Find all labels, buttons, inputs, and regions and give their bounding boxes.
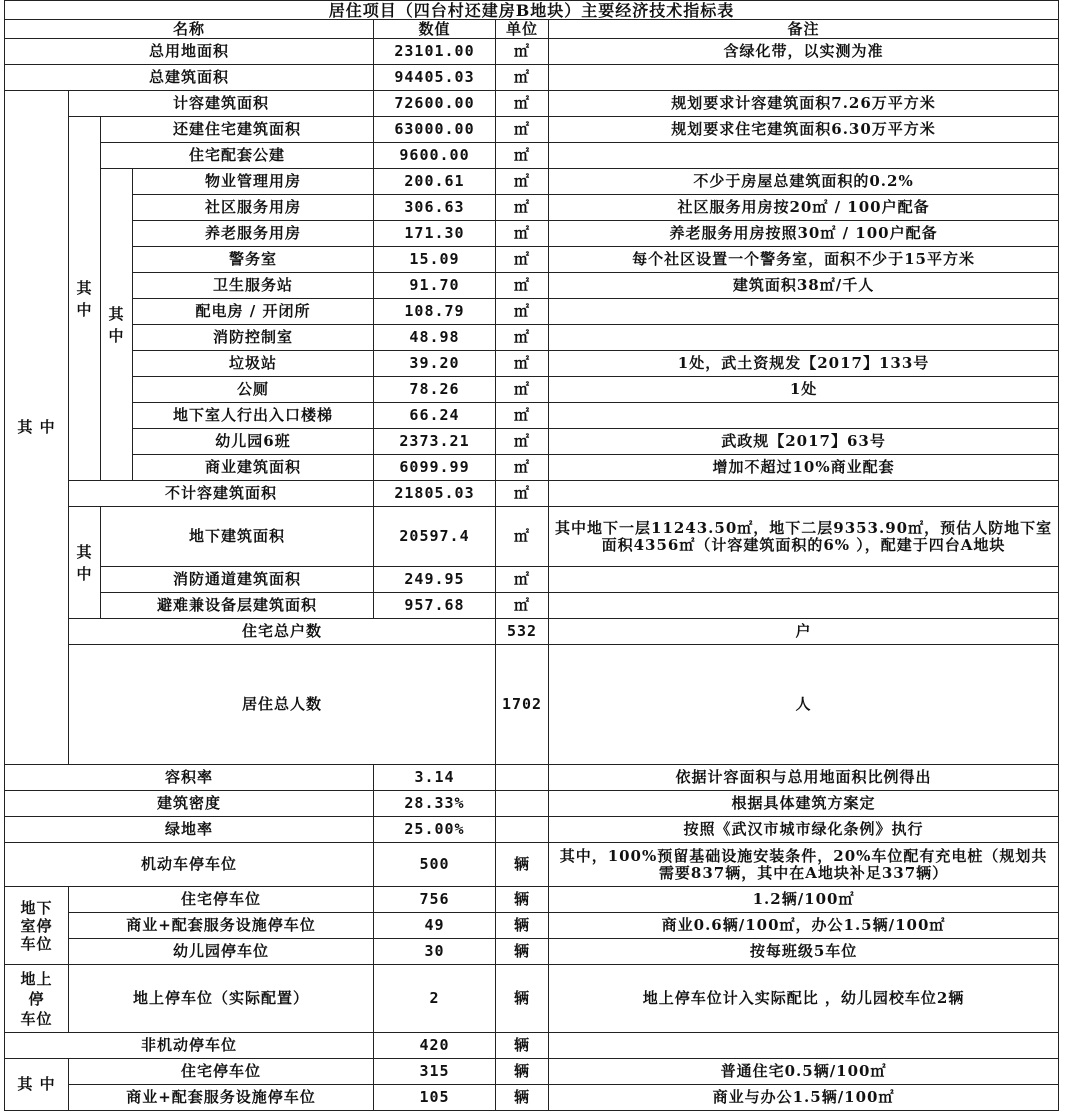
row-value: 72600.00 <box>374 91 496 117</box>
row-unit: ㎡ <box>496 299 549 325</box>
row-value: 2373.21 <box>374 429 496 455</box>
row-unit <box>496 791 549 817</box>
row-name: 地下室人行出入口楼梯 <box>133 403 374 429</box>
row-value: 108.79 <box>374 299 496 325</box>
row-value: 957.68 <box>374 593 496 619</box>
title-row <box>5 1 1059 20</box>
row-name: 总用地面积 <box>5 39 374 65</box>
table-row <box>5 221 1059 247</box>
row-name: 商业+配套服务设施停车位 <box>69 913 374 939</box>
row-unit: ㎡ <box>496 455 549 481</box>
row-note <box>549 65 1059 91</box>
row-name: 避难兼设备层建筑面积 <box>101 593 374 619</box>
row-note: 1.2辆/100㎡ <box>549 887 1059 913</box>
table-row <box>5 593 1059 619</box>
table-row <box>5 143 1059 169</box>
row-name: 不计容建筑面积 <box>69 481 374 507</box>
row-note: 按每班级5车位 <box>549 939 1059 965</box>
table-row <box>5 351 1059 377</box>
row-unit: ㎡ <box>496 65 549 91</box>
row-unit: ㎡ <box>496 507 549 567</box>
table-row <box>5 195 1059 221</box>
row-value: 171.30 <box>374 221 496 247</box>
row-name: 非机动停车位 <box>5 1033 374 1059</box>
row-value: 420 <box>374 1033 496 1059</box>
row-name: 建筑密度 <box>5 791 374 817</box>
row-name: 住宅配套公建 <box>101 143 374 169</box>
row-note: 根据具体建筑方案定 <box>549 791 1059 817</box>
group-label-qizhong-buji: 其 中 <box>69 507 101 619</box>
row-value: 66.24 <box>374 403 496 429</box>
row-name: 绿地率 <box>5 817 374 843</box>
table-row <box>5 273 1059 299</box>
table-row <box>5 817 1059 843</box>
row-value: 306.63 <box>374 195 496 221</box>
row-note <box>549 143 1059 169</box>
row-name: 住宅总户数 <box>69 619 496 645</box>
row-value: 63000.00 <box>374 117 496 143</box>
group-label-dishang: 地上 停 车位 <box>5 965 69 1033</box>
row-name: 总建筑面积 <box>5 65 374 91</box>
table-row <box>5 965 1059 1033</box>
row-unit: ㎡ <box>496 325 549 351</box>
table-row <box>5 1033 1059 1059</box>
row-value: 78.26 <box>374 377 496 403</box>
row-name: 住宅停车位 <box>69 887 374 913</box>
row-unit: ㎡ <box>496 221 549 247</box>
table-row <box>5 247 1059 273</box>
table-row <box>5 619 1059 645</box>
row-unit: 辆 <box>496 887 549 913</box>
row-note: 1处，武土资规发【2017】133号 <box>549 351 1059 377</box>
row-note <box>549 325 1059 351</box>
row-value: 23101.00 <box>374 39 496 65</box>
row-name: 容积率 <box>5 765 374 791</box>
table-row <box>5 887 1059 913</box>
row-name: 垃圾站 <box>133 351 374 377</box>
row-value: 2 <box>374 965 496 1033</box>
row-note: 规划要求计容建筑面积7.26万平方米 <box>549 91 1059 117</box>
row-unit: 户 <box>549 619 1059 645</box>
table-row <box>5 403 1059 429</box>
row-note: 增加不超过10%商业配套 <box>549 455 1059 481</box>
header-value: 数值 <box>374 20 496 39</box>
row-value: 20597.4 <box>374 507 496 567</box>
row-name: 消防控制室 <box>133 325 374 351</box>
row-value: 49 <box>374 913 496 939</box>
row-value: 500 <box>374 843 496 887</box>
row-note <box>549 481 1059 507</box>
row-unit: 辆 <box>496 965 549 1033</box>
table-row <box>5 765 1059 791</box>
row-note <box>549 593 1059 619</box>
row-name: 卫生服务站 <box>133 273 374 299</box>
table-row <box>5 169 1059 195</box>
table-row <box>5 299 1059 325</box>
row-value: 91.70 <box>374 273 496 299</box>
row-value: 6099.99 <box>374 455 496 481</box>
row-name: 地下建筑面积 <box>101 507 374 567</box>
row-unit: ㎡ <box>496 351 549 377</box>
row-name: 商业+配套服务设施停车位 <box>69 1085 374 1111</box>
header-name: 名称 <box>5 20 374 39</box>
row-unit: 辆 <box>496 1059 549 1085</box>
row-name: 配电房 / 开闭所 <box>133 299 374 325</box>
row-name: 警务室 <box>133 247 374 273</box>
row-unit: ㎡ <box>496 39 549 65</box>
row-name: 公厕 <box>133 377 374 403</box>
row-value: 756 <box>374 887 496 913</box>
row-unit: ㎡ <box>496 273 549 299</box>
row-note <box>549 403 1059 429</box>
table-row <box>5 117 1059 143</box>
row-unit: ㎡ <box>496 429 549 455</box>
row-name: 社区服务用房 <box>133 195 374 221</box>
row-value: 200.61 <box>374 169 496 195</box>
indicator-table-container <box>4 0 1058 1111</box>
row-name: 机动车停车位 <box>5 843 374 887</box>
row-note: 每个社区设置一个警务室，面积不少于15平方米 <box>549 247 1059 273</box>
row-value: 9600.00 <box>374 143 496 169</box>
row-name: 幼儿园停车位 <box>69 939 374 965</box>
row-name: 居住总人数 <box>69 645 496 765</box>
row-unit: ㎡ <box>496 247 549 273</box>
group-label-qizhong-fei: 其 中 <box>5 1059 69 1111</box>
row-unit: ㎡ <box>496 169 549 195</box>
row-note <box>549 567 1059 593</box>
row-unit: ㎡ <box>496 567 549 593</box>
row-note: 依据计容面积与总用地面积比例得出 <box>549 765 1059 791</box>
row-unit: 人 <box>549 645 1059 765</box>
row-name: 幼儿园6班 <box>133 429 374 455</box>
row-note: 养老服务用房按照30㎡ / 100户配备 <box>549 221 1059 247</box>
group-label-qizhong-sub: 其 中 <box>69 117 101 481</box>
row-note: 建筑面积38㎡/千人 <box>549 273 1059 299</box>
indicator-table <box>4 0 1059 1111</box>
row-value: 94405.03 <box>374 65 496 91</box>
row-value: 21805.03 <box>374 481 496 507</box>
table-row <box>5 791 1059 817</box>
row-unit: ㎡ <box>496 143 549 169</box>
row-value: 30 <box>374 939 496 965</box>
table-title: 居住项目（四台村还建房B地块）主要经济技术指标表 <box>5 1 1059 20</box>
row-note <box>549 299 1059 325</box>
row-unit <box>496 817 549 843</box>
row-unit: ㎡ <box>496 117 549 143</box>
row-value: 48.98 <box>374 325 496 351</box>
header-row <box>5 20 1059 39</box>
row-name: 消防通道建筑面积 <box>101 567 374 593</box>
row-note: 其中，100%预留基础设施安装条件，20%车位配有充电桩（规划共需要837辆，其中在A地块补足337辆） <box>549 843 1059 887</box>
row-unit: 辆 <box>496 1085 549 1111</box>
row-note: 商业与办公1.5辆/100㎡ <box>549 1085 1059 1111</box>
group-label-dixia: 地下 室停 车位 <box>5 887 69 965</box>
row-name: 住宅停车位 <box>69 1059 374 1085</box>
row-note: 1处 <box>549 377 1059 403</box>
table-row <box>5 507 1059 567</box>
row-unit: 辆 <box>496 1033 549 1059</box>
table-row <box>5 843 1059 887</box>
row-unit: ㎡ <box>496 593 549 619</box>
table-row <box>5 39 1059 65</box>
table-row <box>5 939 1059 965</box>
header-note: 备注 <box>549 20 1059 39</box>
table-row <box>5 429 1059 455</box>
row-note: 含绿化带，以实测为准 <box>549 39 1059 65</box>
row-note: 社区服务用房按20㎡ / 100户配备 <box>549 195 1059 221</box>
table-row <box>5 65 1059 91</box>
group-label-qizhong-sub2: 其 中 <box>101 169 133 481</box>
table-row <box>5 325 1059 351</box>
row-unit: 辆 <box>496 913 549 939</box>
row-name: 物业管理用房 <box>133 169 374 195</box>
row-name: 养老服务用房 <box>133 221 374 247</box>
row-value: 315 <box>374 1059 496 1085</box>
row-note: 其中地下一层11243.50㎡，地下二层9353.90㎡，预估人防地下室面积4356㎡（计容建筑面积的6% ），配建于四台A地块 <box>549 507 1059 567</box>
row-unit: ㎡ <box>496 403 549 429</box>
row-note: 按照《武汉市城市绿化条例》执行 <box>549 817 1059 843</box>
row-value: 15.09 <box>374 247 496 273</box>
table-row <box>5 455 1059 481</box>
row-name: 还建住宅建筑面积 <box>101 117 374 143</box>
row-name: 计容建筑面积 <box>69 91 374 117</box>
row-unit: ㎡ <box>496 377 549 403</box>
table-row <box>5 481 1059 507</box>
row-note: 地上停车位计入实际配比 ，幼儿园校车位2辆 <box>549 965 1059 1033</box>
row-note: 武政规【2017】63号 <box>549 429 1059 455</box>
table-row <box>5 91 1059 117</box>
row-name: 地上停车位（实际配置） <box>69 965 374 1033</box>
row-unit <box>496 765 549 791</box>
table-row <box>5 1085 1059 1111</box>
row-unit: ㎡ <box>496 91 549 117</box>
row-value: 249.95 <box>374 567 496 593</box>
table-row <box>5 645 1059 765</box>
row-note: 普通住宅0.5辆/100㎡ <box>549 1059 1059 1085</box>
row-note: 不少于房屋总建筑面积的0.2% <box>549 169 1059 195</box>
row-note <box>549 1033 1059 1059</box>
row-value: 532 <box>496 619 549 645</box>
row-note: 规划要求住宅建筑面积6.30万平方米 <box>549 117 1059 143</box>
row-unit: ㎡ <box>496 195 549 221</box>
row-value: 3.14 <box>374 765 496 791</box>
row-name: 商业建筑面积 <box>133 455 374 481</box>
row-value: 25.00% <box>374 817 496 843</box>
row-unit: ㎡ <box>496 481 549 507</box>
table-row <box>5 913 1059 939</box>
header-unit: 单位 <box>496 20 549 39</box>
table-row <box>5 567 1059 593</box>
row-value: 39.20 <box>374 351 496 377</box>
row-note: 商业0.6辆/100㎡，办公1.5辆/100㎡ <box>549 913 1059 939</box>
table-row <box>5 1059 1059 1085</box>
row-value: 105 <box>374 1085 496 1111</box>
row-value: 28.33% <box>374 791 496 817</box>
group-label-qizhong: 其 中 <box>5 91 69 765</box>
table-row <box>5 377 1059 403</box>
row-value: 1702 <box>496 645 549 765</box>
row-unit: 辆 <box>496 939 549 965</box>
row-unit: 辆 <box>496 843 549 887</box>
